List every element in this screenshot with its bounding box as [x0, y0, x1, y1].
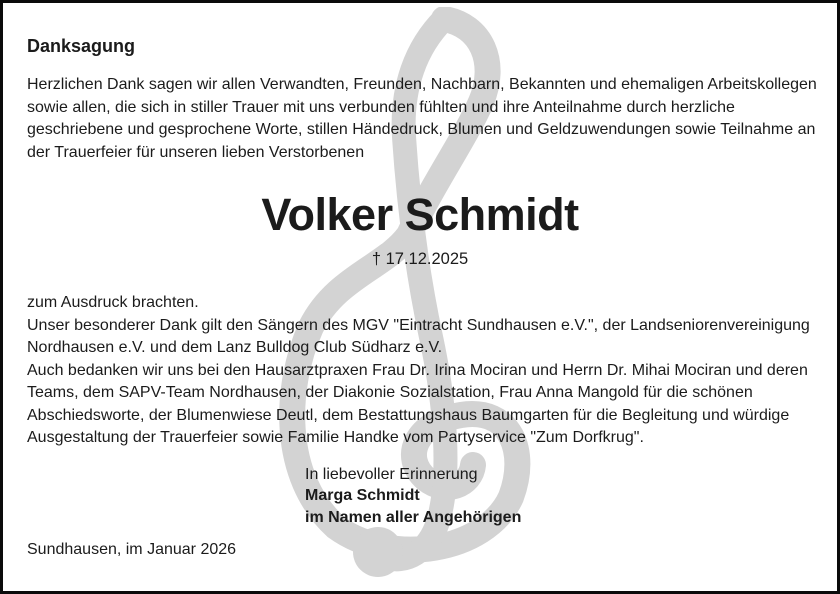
on-behalf-line: im Namen aller Angehörigen — [305, 508, 522, 526]
place-and-date: Sundhausen, im Januar 2026 — [27, 541, 237, 558]
text-line: der Trauerfeier für unseren lieben Verstorbenen — [27, 143, 365, 161]
closing-remembrance-line: In liebevoller Erinnerung — [305, 466, 478, 483]
deceased-name: Volker Schmidt — [261, 189, 579, 240]
special-thanks-paragraph — [27, 292, 810, 450]
text-line: Herzlichen Dank sagen wir allen Verwandten, Freunden, Nachbarn, Bekannten und ehemaligen Arbeitskollegen — [27, 76, 817, 93]
text-line: Unser besonderer Dank gilt den Sängern des MGV "Eintracht Sundhausen e.V.", der Landseniorenvereinigung — [27, 316, 810, 334]
notice-content — [3, 3, 837, 591]
mourner-name: Marga Schmidt — [305, 487, 420, 505]
text-line: Abschiedsworte, der Blumenwiese Deutl, dem Bestattungshaus Baumgarten für die Begleitung und würdige — [27, 406, 790, 424]
thanks-paragraph — [27, 74, 817, 164]
text-line: Ausgestaltung der Trauerfeier sowie Familie Handke vom Partyservice "Zum Dorfkrug". — [27, 429, 644, 446]
notice-heading: Danksagung — [27, 36, 136, 56]
text-line: Auch bedanken wir uns bei den Hausarztpraxen Frau Dr. Irina Mociran und Herrn Dr. Mihai Mociran und deren — [27, 361, 808, 379]
text-line: Nordhausen e.V. und dem Lanz Bulldog Club Südharz e.V. — [27, 339, 443, 356]
text-line: sowie allen, die sich in stiller Trauer mit uns verbunden fühlten und ihre Anteilnahme durch herzliche — [27, 98, 735, 116]
text-line: geschriebene und gesprochene Worte, stillen Händedruck, Blumen und Geldzuwendungen sowie Teilnahme an — [27, 121, 816, 138]
text-line: Teams, dem SAPV-Team Nordhausen, der Diakonie Sozialstation, Frau Anna Mangold für die schönen — [27, 384, 753, 401]
text-line: zum Ausdruck brachten. — [27, 294, 199, 311]
death-date: † 17.12.2025 — [371, 250, 469, 268]
closing-block — [305, 464, 521, 528]
